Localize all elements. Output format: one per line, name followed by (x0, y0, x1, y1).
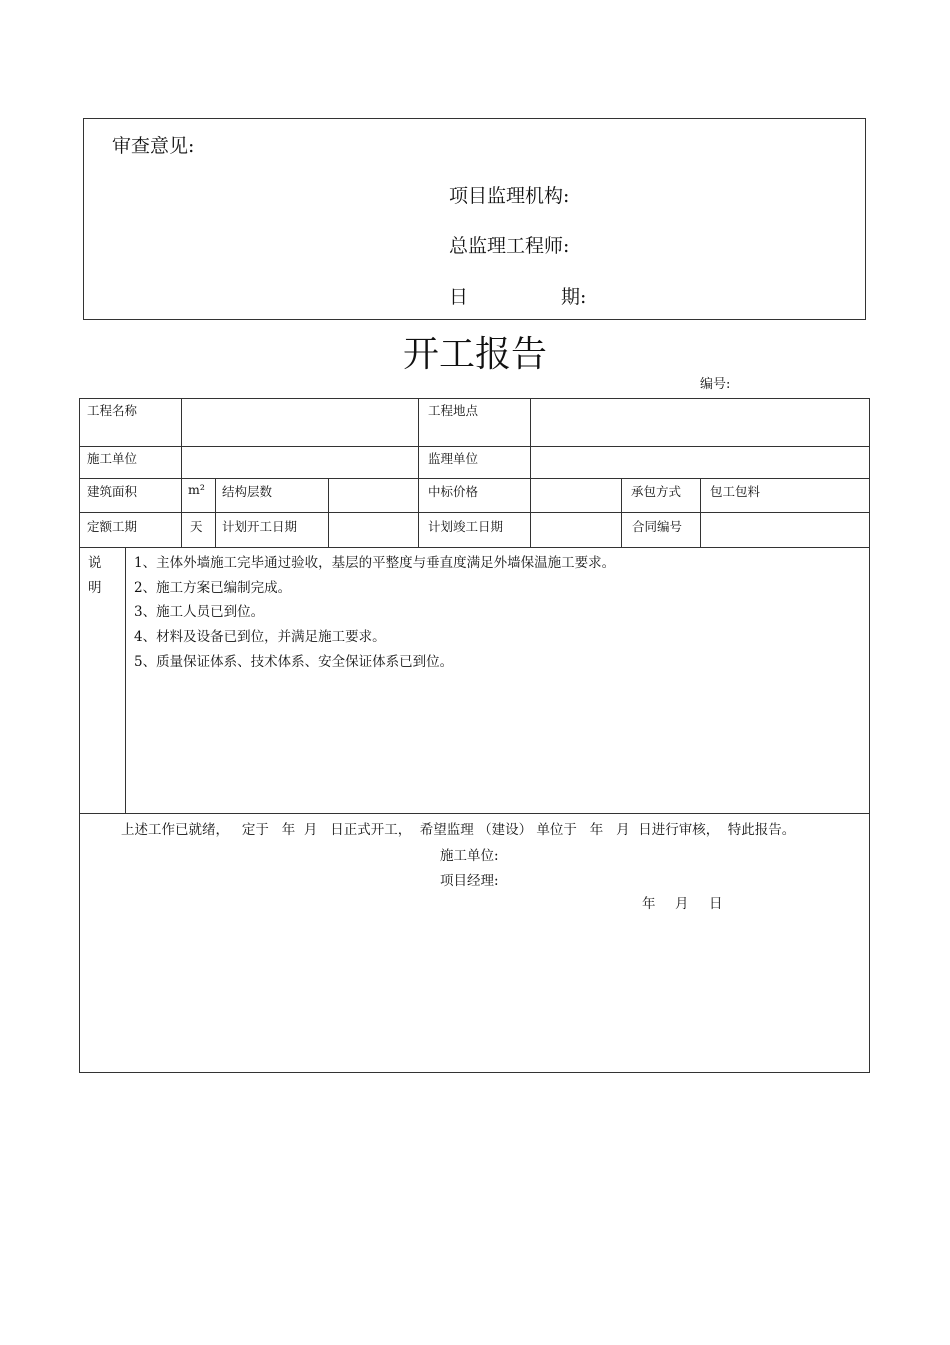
note-item: 3、施工人员已到位。 (134, 604, 265, 620)
construction-unit-label: 施工单位 (87, 451, 138, 466)
note-item: 2、施工方案已编制完成。 (134, 580, 292, 596)
chief-engineer-label: 总监理工程师: (449, 235, 570, 257)
project-name-label: 工程名称 (87, 403, 138, 418)
day-unit: 天 (190, 519, 203, 534)
note-item: 4、材料及设备已到位，并满足施工要求。 (134, 629, 386, 645)
bid-price-label: 中标价格 (428, 484, 479, 499)
note-item: 5、质量保证体系、技术体系、安全保证体系已到位。 (134, 654, 454, 670)
page-title: 开工报告 (402, 334, 547, 375)
project-location-label: 工程地点 (428, 403, 479, 418)
notes-label-2: 明 (88, 580, 102, 596)
notes-label-1: 说 (88, 555, 102, 571)
contract-no-label: 合同编号 (632, 519, 683, 534)
building-area-label: 建筑面积 (87, 484, 138, 499)
planned-start-label: 计划开工日期 (222, 519, 298, 534)
project-location-field[interactable] (532, 400, 868, 445)
supervision-unit-label: 监理单位 (428, 451, 479, 466)
construction-unit-field[interactable] (183, 448, 416, 477)
contract-mode-value: 包工包料 (710, 484, 761, 499)
review-date-period-label: 期: (561, 286, 587, 308)
review-date-day-label: 日 (449, 286, 469, 308)
project-name-field[interactable] (183, 400, 416, 445)
bid-price-field[interactable] (532, 480, 619, 511)
quota-period-label: 定额工期 (87, 519, 138, 534)
bottom-day-label: 日 (709, 896, 723, 912)
planned-completion-field[interactable] (532, 514, 619, 546)
bottom-month-label: 月 (675, 896, 689, 912)
area-unit: m² (188, 482, 205, 497)
planned-completion-label: 计划竣工日期 (428, 519, 504, 534)
planned-start-field[interactable] (330, 514, 416, 546)
contract-no-field[interactable] (702, 514, 868, 546)
note-item: 1、主体外墙施工完毕通过验收，基层的平整度与垂直度满足外墙保温施工要求。 (134, 555, 616, 571)
structure-floors-field[interactable] (330, 480, 416, 511)
bottom-construction-unit-label: 施工单位: (440, 848, 499, 864)
project-manager-label: 项目经理: (440, 873, 499, 889)
supervision-unit-field[interactable] (532, 448, 868, 477)
review-opinion-label: 审查意见: (112, 135, 195, 157)
start-statement: 上述工作已就绪， 定于 年 月 日正式开工， 希望监理 （建设） 单位于 年 月 日进行审核， 特此报告。 (121, 822, 796, 838)
serial-number-label: 编号: (700, 377, 731, 392)
bottom-year-label: 年 (642, 896, 656, 912)
review-box (83, 118, 866, 320)
contract-mode-label: 承包方式 (631, 484, 682, 499)
supervision-org-label: 项目监理机构: (449, 185, 570, 207)
structure-floors-label: 结构层数 (222, 484, 273, 499)
